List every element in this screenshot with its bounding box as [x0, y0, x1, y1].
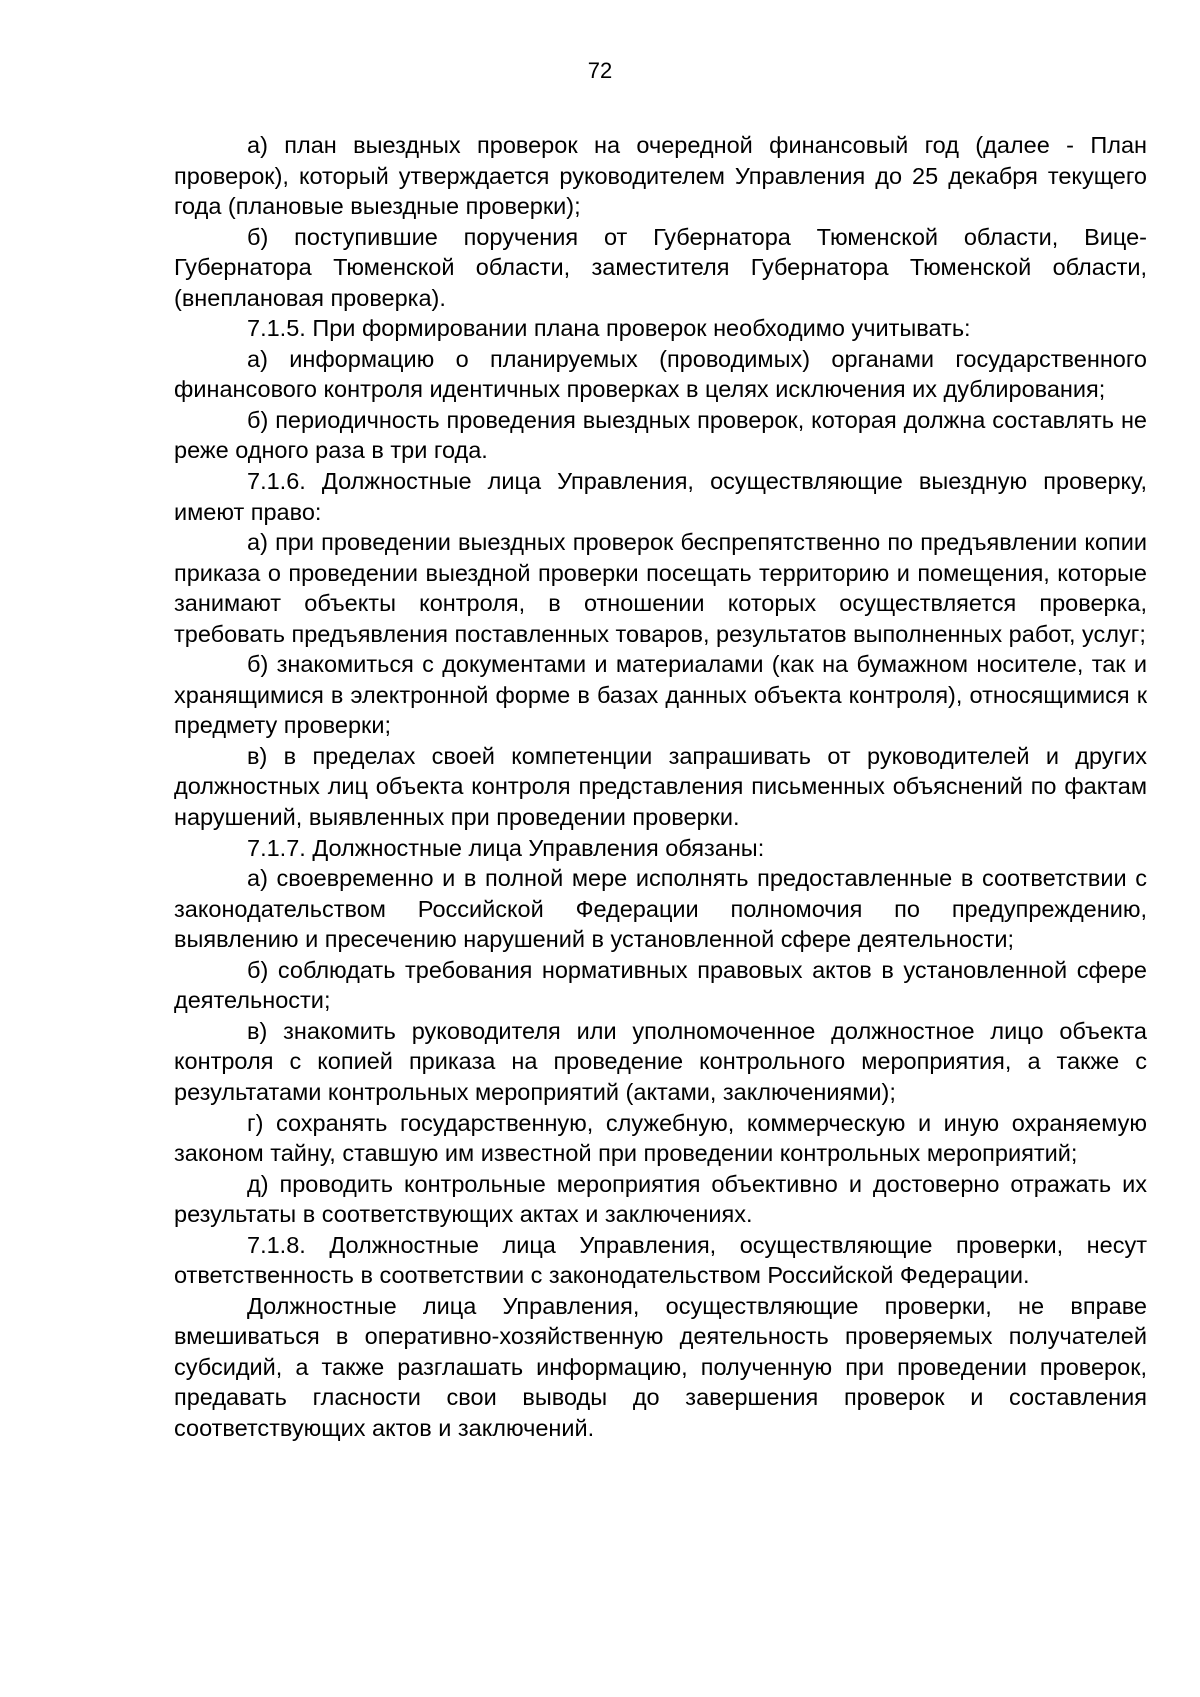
paragraph-7-1-7-item-a: а) своевременно и в полной мере исполнять предоставленные в соответствии с законодательством Российской Федерации полномочия по предупреждению, выявлению и пресечению нарушений в установленной сфере деятельности; [174, 865, 1147, 953]
paragraph-7-1-5-item-a: а) информацию о планируемых (проводимых) органами государственного финансового контроля идентичных проверках в целях исключения их дублирования; [174, 345, 1147, 403]
paragraph-7-1-8: 7.1.8. Должностные лица Управления, осуществляющие проверки, несут ответственность в соответствии с законодательством Российской Федерации. [174, 1231, 1147, 1289]
document-body [174, 130, 1147, 1444]
paragraph-final: Должностные лица Управления, осуществляющие проверки, не вправе вмешиваться в оперативно-хозяйственную деятельность проверяемых получателей субсидий, а также разглашать информацию, полученную при проведении проверок, предавать гласности свои выводы до завершения проверок и составления соответствующих актов и заключений. [174, 1292, 1147, 1441]
paragraph-7-1-6: 7.1.6. Должностные лица Управления, осуществляющие выездную проверку, имеют право: [174, 468, 1147, 525]
paragraph-7-1-5: 7.1.5. При формировании плана проверок необходимо учитывать: [247, 315, 971, 342]
paragraph-plan-item-b: б) поступившие поручения от Губернатора Тюменской области, Вице-Губернатора Тюменской области, заместителя Губернатора Тюменской области, (внеплановая проверка). [174, 223, 1147, 311]
paragraph-7-1-7: 7.1.7. Должностные лица Управления обязаны: [247, 834, 765, 861]
paragraph-7-1-7-item-c: в) знакомить руководителя или уполномоченное должностное лицо объекта контроля с копией приказа на проведение контрольного мероприятия, а также с результатами контрольных мероприятий (актами, заключениями); [174, 1017, 1147, 1105]
paragraph-7-1-7-item-b: б) соблюдать требования нормативных правовых актов в установленной сфере деятельности; [174, 956, 1147, 1014]
paragraph-7-1-5-item-b: б) периодичность проведения выездных проверок, которая должна составлять не реже одного раза в три года. [174, 406, 1147, 464]
paragraph-7-1-7-item-d: г) сохранять государственную, служебную, коммерческую и иную охраняемую законом тайну, ставшую им известной при проведении контрольных мероприятий; [174, 1109, 1147, 1167]
paragraph-7-1-6-item-b: б) знакомиться с документами и материалами (как на бумажном носителе, так и хранящимися в электронной форме в базах данных объекта контроля), относящимися к предмету проверки; [174, 651, 1147, 739]
paragraph-7-1-7-item-e: д) проводить контрольные мероприятия объективно и достоверно отражать их результаты в соответствующих актах и заключениях. [174, 1170, 1147, 1228]
paragraph-plan-item-a: а) план выездных проверок на очередной финансовый год (далее - План проверок), который утверждается руководителем Управления до 25 декабря текущего года (плановые выездные проверки); [174, 132, 1147, 220]
paragraph-7-1-6-item-c: в) в пределах своей компетенции запрашивать от руководителей и других должностных лиц объекта контроля представления письменных объяснений по фактам нарушений, выявленных при проведении проверки. [174, 742, 1147, 831]
paragraph-7-1-6-item-a: а) при проведении выездных проверок беспрепятственно по предъявлении копии приказа о проведении выездной проверки посещать территорию и помещения, которые занимают объекты контроля, в отношении которых осуществляется проверка, требовать предъявления поставленных товаров, результатов выполненных работ, услуг; [174, 529, 1147, 647]
page-number: 72 [587, 58, 613, 83]
